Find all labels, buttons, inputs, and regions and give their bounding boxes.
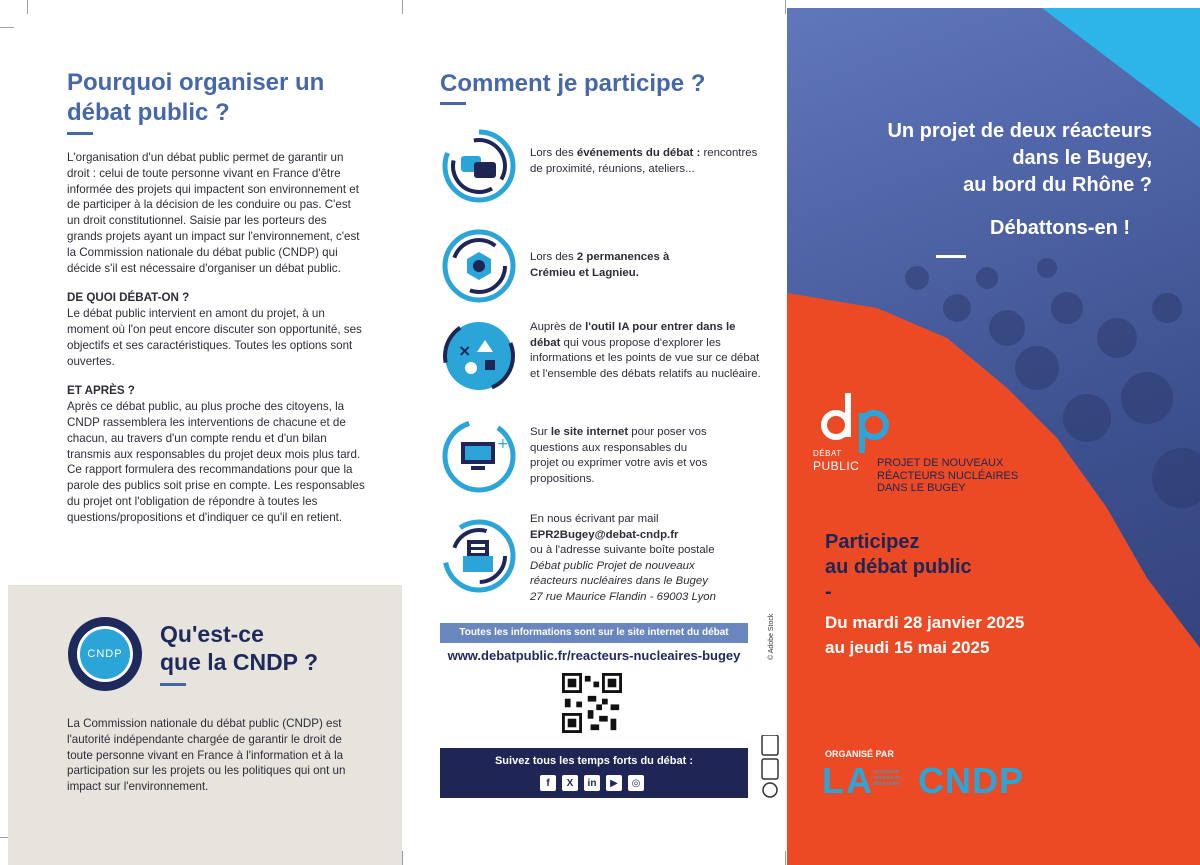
cndp-logo-inner: CNDP [77,626,133,682]
date-line-1: Du mardi 28 janvier 2025 [825,613,1025,632]
participation-item-3 [530,320,765,382]
cndp-round-logo [68,617,142,691]
comment-title: Comment je participe ? [440,70,706,97]
debat-public-logo-text [813,447,859,473]
item-bold: le site internet [550,426,629,438]
mail-address[interactable]: EPR2Bugey@debat-cndp.fr [530,528,679,541]
headline-line-3: au bord du Rhône ? [963,174,1152,196]
headline-line-2: dans le Bugey, [1012,147,1152,169]
logo-text-public: PUBLIC [813,459,860,473]
cover-headline [812,118,1152,199]
cndp-title [160,620,318,676]
participation-item-2 [530,250,690,281]
youtube-icon[interactable]: ▶ [606,775,622,791]
cndp-text: La Commission nationale du débat public (CNDP) est l'autorité indépendante chargée de garantir le droit de toute personne vivant en France à l'information et à la participation sur les projets ou les politiques qui ont un impact sur l'environnement. [67,717,346,794]
debate-dates [825,610,1024,660]
title-underline [67,132,93,135]
photo-credit: © Adobe Stock [768,613,775,660]
logo-text-debat: DÉBAT [813,449,842,458]
cndp-title-line1: Qu'est-ce [160,621,264,647]
computer-screen-icon [441,418,517,494]
crop-mark [785,0,786,14]
postal-line-1: Débat public Projet de nouveaux [530,559,695,572]
info-bar: Toutes les informations sont sur le site internet du débat [440,623,748,643]
crop-mark [402,851,403,865]
item-pre: Sur [530,426,551,438]
participation-item-1 [530,146,765,177]
postal-line-2: réacteurs nucléaires dans le Bugey [530,575,708,588]
project-line-2: RÉACTEURS NUCLÉAIRES [877,469,1019,482]
project-line-3: DANS LE BUGEY [877,482,966,494]
cndp-wordmark: CNDP [918,760,1025,801]
site-url-link[interactable]: www.debatpublic.fr/reacteurs-nucleaires-bugey [447,648,741,663]
cndp-title-line2: que la CNDP ? [160,649,319,675]
la-logo-text: LA [822,760,874,801]
item-post: pour poser vos questions aux responsables du projet ou exprimer votre avis et vos propositions. [530,426,708,485]
date-line-2: au jeudi 15 mai 2025 [825,638,990,657]
pourquoi-title: Pourquoi organiser un débat public ? [67,69,325,126]
chat-bubbles-icon [441,128,517,204]
cndp-underline [160,683,186,686]
item-bold: 2 permanences à Crémieu et Lagnieu. [530,251,670,279]
participation-item-4 [530,425,710,487]
participez-heading [825,530,972,605]
item-pre: Lors des [530,251,577,263]
item-post: qui vous propose d'explorer les informations et les points de vue sur ce débat et l'ensemble des débats relatifs au nucléaire. [530,336,761,380]
project-name [877,457,1018,495]
participation-item-mail [530,512,765,606]
pourquoi-body [67,150,365,526]
mail-document-icon [441,518,517,594]
intro-paragraph: L'organisation d'un débat public permet de garantir un droit : celui de toute personne vivant en France d'être informée des projets qui impactent son environnement et de participer à la décision de les conduire ou pas. C'est un droit constitutionnel. Saisie par les porteurs des grands projets ayant un impact sur l'environnement, c'est la Commission nationale du débat public (CNDP) qui décide s'il est nécessaire d'organiser un débat public. [67,151,360,275]
crop-mark [785,851,786,865]
section-text-apres: Après ce débat public, au plus proche des citoyens, la CNDP rassemblera les interventions de chacune et de chacun, au travers d'un compte rendu et d'un bilan transmis aux responsables du projet deux mois plus tard. Ce rapport formulera des recommandations pour que la parole des publics soit prise en compte. Les responsables du projet ont l'obligation de répondre à toutes les questions/propositions et d'indiquer ce qu'il en retient. [67,400,365,524]
follow-label: Suivez tous les temps forts du débat : [494,755,694,767]
facebook-icon[interactable]: f [540,775,556,791]
mail-intro: En nous écrivant par mail [530,513,659,525]
linkedin-icon[interactable]: in [584,775,600,791]
item-post: rencontres de proximité, réunions, ateliers... [530,147,758,175]
debattons-heading: Débattons-en ! [990,217,1130,239]
x-twitter-icon[interactable]: X [562,775,578,791]
instagram-icon[interactable]: ◎ [628,775,644,791]
comment-underline [440,102,466,105]
item-pre: Lors des [530,147,577,159]
la-small-text: commission nationale du débat public [873,769,901,787]
svg-text:+: + [497,436,509,452]
ai-shapes-icon [441,318,517,394]
svg-text:×: × [458,341,472,360]
debat-public-logo-icon [818,393,898,453]
project-line-1: PROJET DE NOUVEAUX [877,457,1004,469]
participez-dash: - [825,581,832,603]
social-follow-bar [440,748,748,798]
crop-mark [402,0,403,14]
section-text-debat: Le débat public intervient en amont du projet, à un moment où l'on peut encore discuter son opportunité, ses objectifs et ses caractéristiques. Toutes les options sont ouvertes. [67,307,362,368]
participez-line-2: au débat public [825,556,972,578]
participez-line-1: Participez [825,531,920,553]
section-heading-debat: DE QUOI DÉBAT-ON ? [67,291,190,305]
debattons-underline [936,255,966,258]
social-links [540,775,644,791]
recycling-logo-icon [760,735,780,799]
item-bold: événements du débat : [576,147,701,159]
hexagon-nut-icon [441,228,517,304]
mail-post: ou à l'adresse suivante boîte postale [530,544,715,557]
item-bold: l'outil IA pour entrer dans le débat [530,321,736,349]
left-panel [0,0,400,865]
item-pre: Auprès de [530,321,586,333]
organise-par-label: ORGANISÉ PAR [825,749,894,759]
headline-line-1: Un projet de deux réacteurs [887,120,1152,142]
qr-code-icon [562,673,622,733]
postal-line-3: 27 rue Maurice Flandin - 69003 Lyon [530,590,716,603]
section-heading-apres: ET APRÈS ? [67,384,135,398]
